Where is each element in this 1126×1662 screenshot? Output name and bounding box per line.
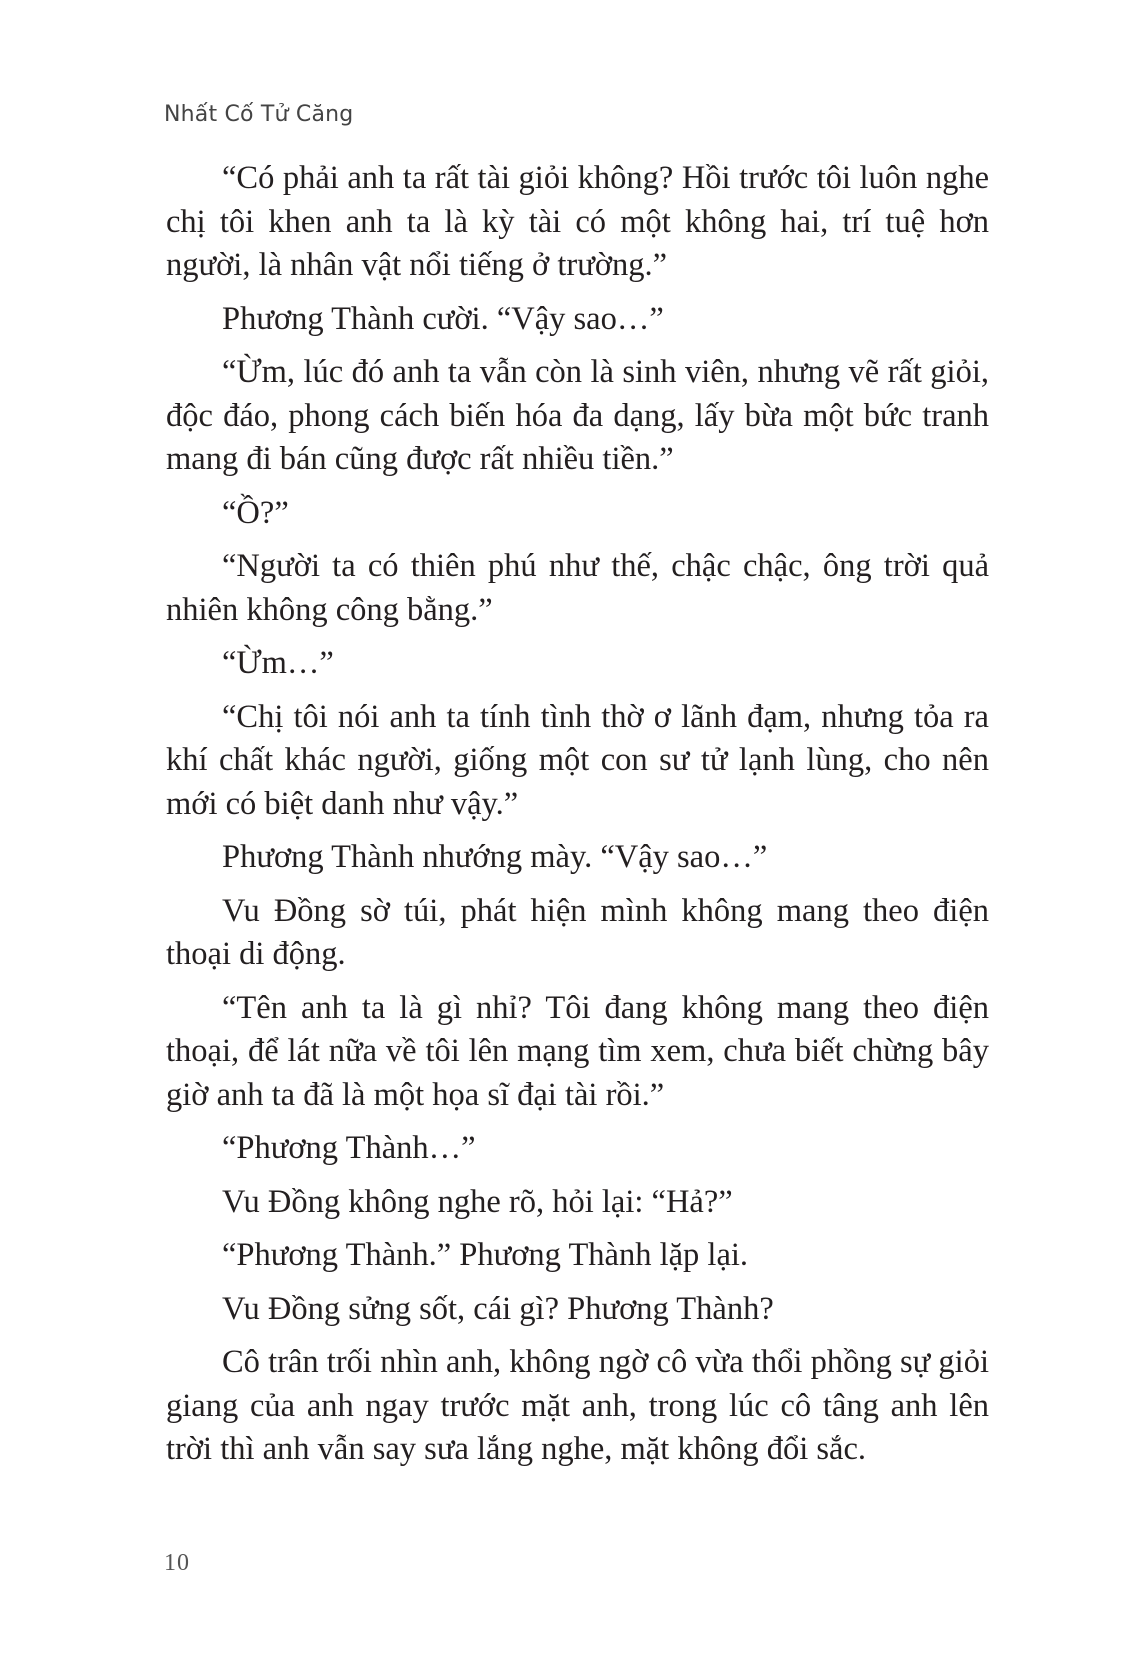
paragraph: “Phương Thành…” [222, 1130, 476, 1166]
paragraph: Phương Thành cười. “Vậy sao…” [222, 300, 664, 337]
paragraph: “Phương Thành.” Phương Thành lặp lại. [222, 1237, 749, 1273]
paragraph: “Ồ?” [222, 494, 289, 531]
paragraph: Vu Đồng không nghe rõ, hỏi lại: “Hả?” [222, 1183, 733, 1220]
paragraph: “Có phải anh ta rất tài giỏi không? Hồi trước tôi luôn nghe chị tôi khen anh ta là kỳ tài có một không hai, trí tuệ hơn người, là nhân vật nổi tiếng ở trường.” [166, 160, 989, 283]
page-number: 10 [164, 1550, 190, 1576]
body-text [166, 157, 989, 1482]
paragraph: Phương Thành nhướng mày. “Vậy sao…” [222, 839, 768, 875]
paragraph: “Người ta có thiên phú như thế, chậc chậc, ông trời quả nhiên không công bằng.” [166, 548, 989, 628]
running-header: Nhất Cố Tử Căng [164, 102, 354, 127]
paragraph: “Chị tôi nói anh ta tính tình thờ ơ lãnh đạm, nhưng tỏa ra khí chất khác người, giống một con sư tử lạnh lùng, cho nên mới có biệt danh như vậy.” [166, 698, 989, 822]
paragraph: “Tên anh ta là gì nhỉ? Tôi đang không mang theo điện thoại, để lát nữa về tôi lên mạng tìm xem, chưa biết chừng bây giờ anh ta đã là một họa sĩ đại tài rồi.” [166, 989, 989, 1113]
paragraph: “Ừm, lúc đó anh ta vẫn còn là sinh viên, nhưng vẽ rất giỏi, độc đáo, phong cách biến hóa đa dạng, lấy bừa một bức tranh mang đi bán cũng được rất nhiều tiền.” [166, 354, 989, 477]
paragraph: “Ừm…” [222, 645, 334, 681]
paragraph: Vu Đồng sờ túi, phát hiện mình không mang theo điện thoại di động. [166, 892, 989, 972]
paragraph: Cô trân trối nhìn anh, không ngờ cô vừa thổi phồng sự giỏi giang của anh ngay trước mặt anh, trong lúc cô tâng anh lên trời thì anh vẫn say sưa lắng nghe, mặt không đổi sắc. [166, 1344, 989, 1467]
paragraph: Vu Đồng sửng sốt, cái gì? Phương Thành? [222, 1290, 774, 1327]
